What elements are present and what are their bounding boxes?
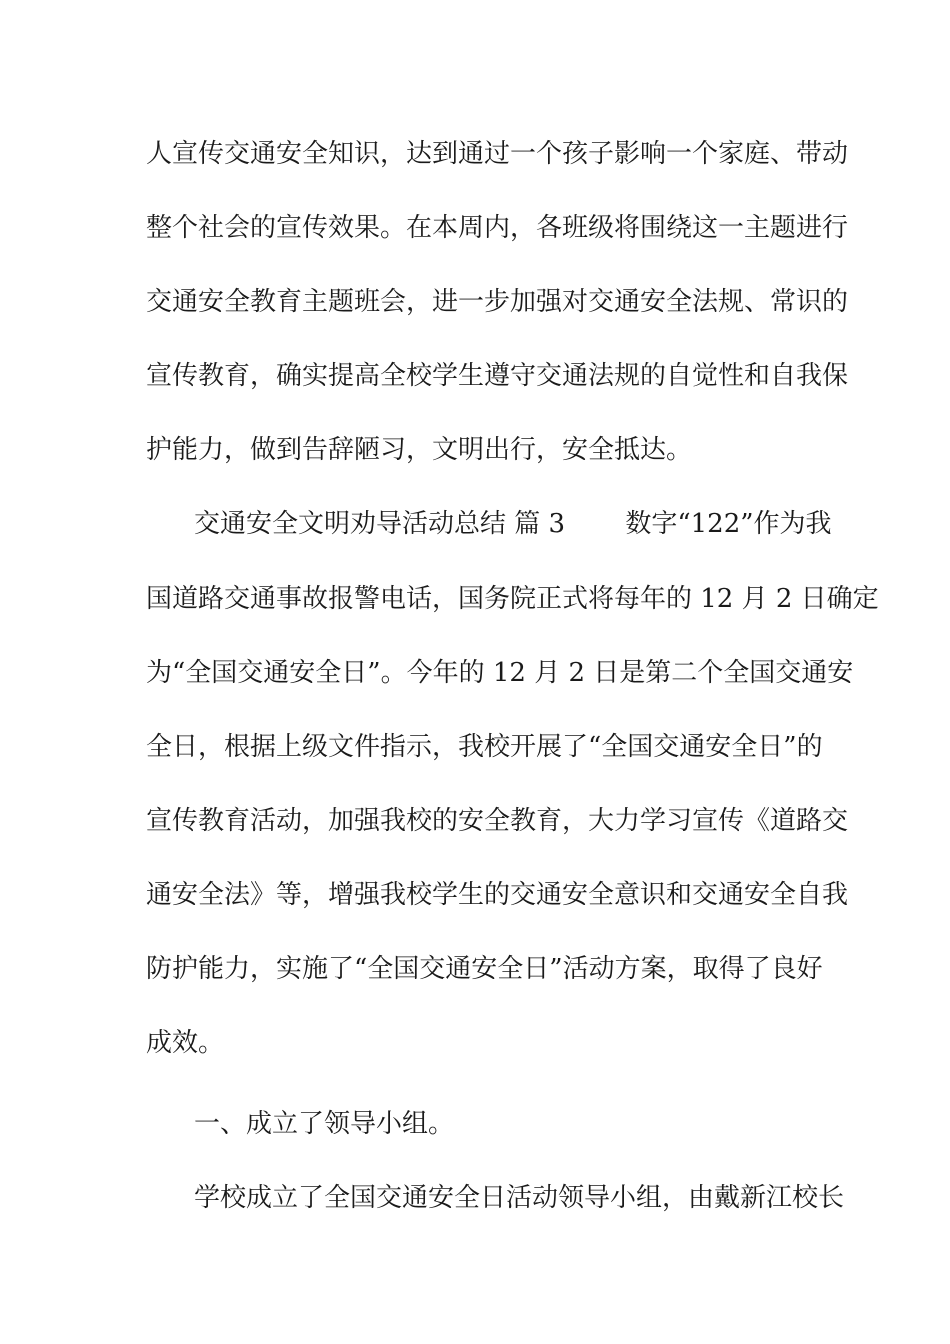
- body-text-line: 护能力，做到告辞陋习，文明出行，安全抵达。: [146, 435, 693, 465]
- body-text-line: 为“全国交通安全日”。今年的 12 月 2 日是第二个全国交通安: [146, 658, 854, 688]
- body-text-line: 通安全法》等，增强我校学生的交通安全意识和交通安全自我: [146, 880, 849, 910]
- body-text-line: 人宣传交通安全知识，达到通过一个孩子影响一个家庭、带动: [146, 139, 849, 169]
- body-text-line: 防护能力，实施了“全国交通安全日”活动方案，取得了良好: [146, 954, 823, 984]
- section-heading-line: 交通安全文明劝导活动总结 篇 3 数字“122”作为我: [194, 509, 832, 539]
- body-text-line: 交通安全教育主题班会，进一步加强对交通安全法规、常识的: [146, 287, 849, 317]
- body-text-line: 宣传教育活动，加强我校的安全教育，大力学习宣传《道路交: [146, 806, 849, 836]
- body-text-line: 整个社会的宣传效果。在本周内，各班级将围绕这一主题进行: [146, 213, 849, 243]
- subheading-line: 一、成立了领导小组。: [194, 1109, 455, 1139]
- body-text-line: 学校成立了全国交通安全日活动领导小组，由戴新江校长: [194, 1183, 845, 1213]
- body-text-line: 全日，根据上级文件指示，我校开展了“全国交通安全日”的: [146, 732, 823, 762]
- body-text-line: 宣传教育，确实提高全校学生遵守交通法规的自觉性和自我保: [146, 361, 849, 391]
- body-text-line: 成效。: [146, 1028, 225, 1058]
- body-text-line: 国道路交通事故报警电话，国务院正式将每年的 12 月 2 日确定: [146, 584, 879, 614]
